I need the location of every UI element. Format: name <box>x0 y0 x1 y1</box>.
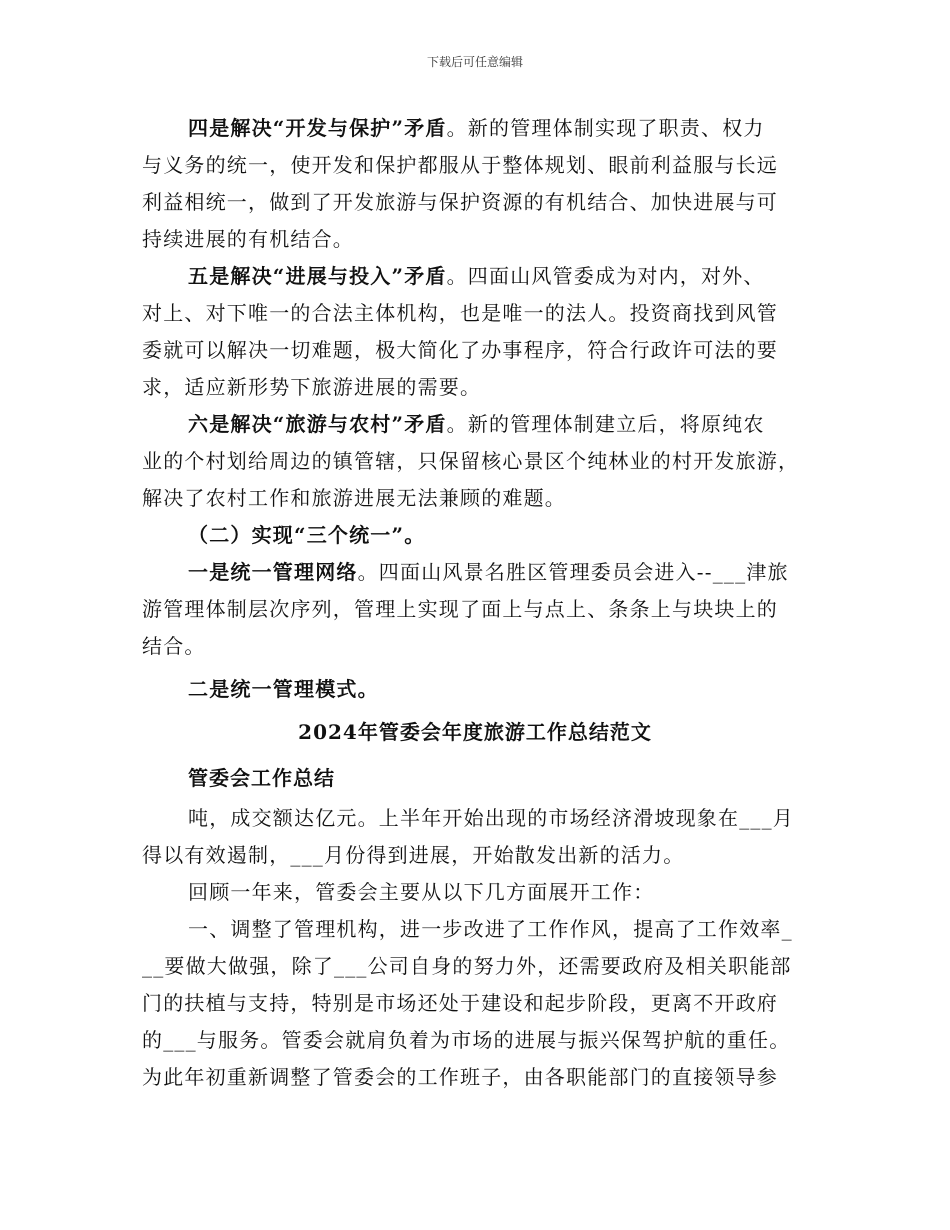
document-subtitle: 管委会工作总结 <box>188 766 335 790</box>
paragraph-line: 为此年初重新调整了管委会的工作班子，由各职能部门的直接领导参 <box>142 1065 778 1089</box>
paragraph-lead: 六是解决“旅游与农村”矛盾 <box>188 412 447 436</box>
paragraph-line: 游管理体制层次序列，管理上实现了面上与点上、条条上与块块上的 <box>142 597 778 621</box>
paragraph-line: 与义务的统一，使开发和保护都服从于整体规划、眼前利益服与长远 <box>142 153 778 177</box>
paragraph-line: 求，适应新形势下旅游进展的需要。 <box>142 375 482 399</box>
paragraph-lead: 四是解决“开发与保护”矛盾 <box>188 116 447 140</box>
page-header: 下载后可任意编辑 <box>426 55 523 69</box>
paragraph-line: 回顾一年来，管委会主要从以下几方面展开工作： <box>188 880 655 904</box>
paragraph-line <box>188 560 822 584</box>
paragraph-line: 的___与服务。管委会就肩负着为市场的进展与振兴保驾护航的重任。 <box>142 1028 791 1052</box>
paragraph-line: 二是统一管理模式。 <box>188 677 379 701</box>
paragraph-line: 结合。 <box>142 634 206 658</box>
paragraph-line: 业的个村划给周边的镇管辖，只保留核心景区个纯林业的村开发旅游， <box>142 449 800 473</box>
paragraph-text: 。新的管理体制建立后，将原纯农 <box>446 412 765 436</box>
paragraph-line: __要做大做强，除了___公司自身的努力外，还需要政府及相关职能部 <box>142 954 792 978</box>
paragraph-line: 吨，成交额达亿元。上半年开始出现的市场经济滑坡现象在___月 <box>188 806 794 830</box>
paragraph-line: 解决了农村工作和旅游进展无法兼顾的难题。 <box>142 486 566 510</box>
paragraph-line <box>188 412 822 436</box>
document-title: 2024年管委会年度旅游工作总结范文 <box>298 720 652 744</box>
paragraph-line: 门的扶植与支持，特别是市场还处于建设和起步阶段，更离不开政府 <box>142 991 778 1015</box>
paragraph-line <box>188 116 822 140</box>
paragraph-text: 。四面山风景名胜区管理委员会进入--___津旅 <box>357 560 789 584</box>
paragraph-line: 委就可以解决一切难题，极大简化了办事程序，符合行政许可法的要 <box>142 338 778 362</box>
paragraph-line: 一、调整了管理机构，进一步改进了工作作风，提高了工作效率_ <box>188 917 793 941</box>
paragraph-text: 。新的管理体制实现了职责、权力 <box>446 116 765 140</box>
paragraph-line: 对上、对下唯一的合法主体机构，也是唯一的法人。投资商找到风管 <box>142 301 778 325</box>
paragraph-lead: 一是统一管理网络 <box>188 560 358 584</box>
paragraph-lead: 五是解决“进展与投入”矛盾 <box>188 264 447 288</box>
paragraph-line <box>188 264 822 288</box>
section-subheading: （二）实现“三个统一”。 <box>188 523 426 547</box>
paragraph-line: 持续进展的有机结合。 <box>142 227 354 251</box>
paragraph-line: 利益相统一，做到了开发旅游与保护资源的有机结合、加快进展与可 <box>142 190 778 214</box>
paragraph-text: 。四面山风管委成为对内，对外、 <box>446 264 765 288</box>
paragraph-line: 得以有效遏制，___月份得到进展，开始散发出新的活力。 <box>142 843 685 867</box>
